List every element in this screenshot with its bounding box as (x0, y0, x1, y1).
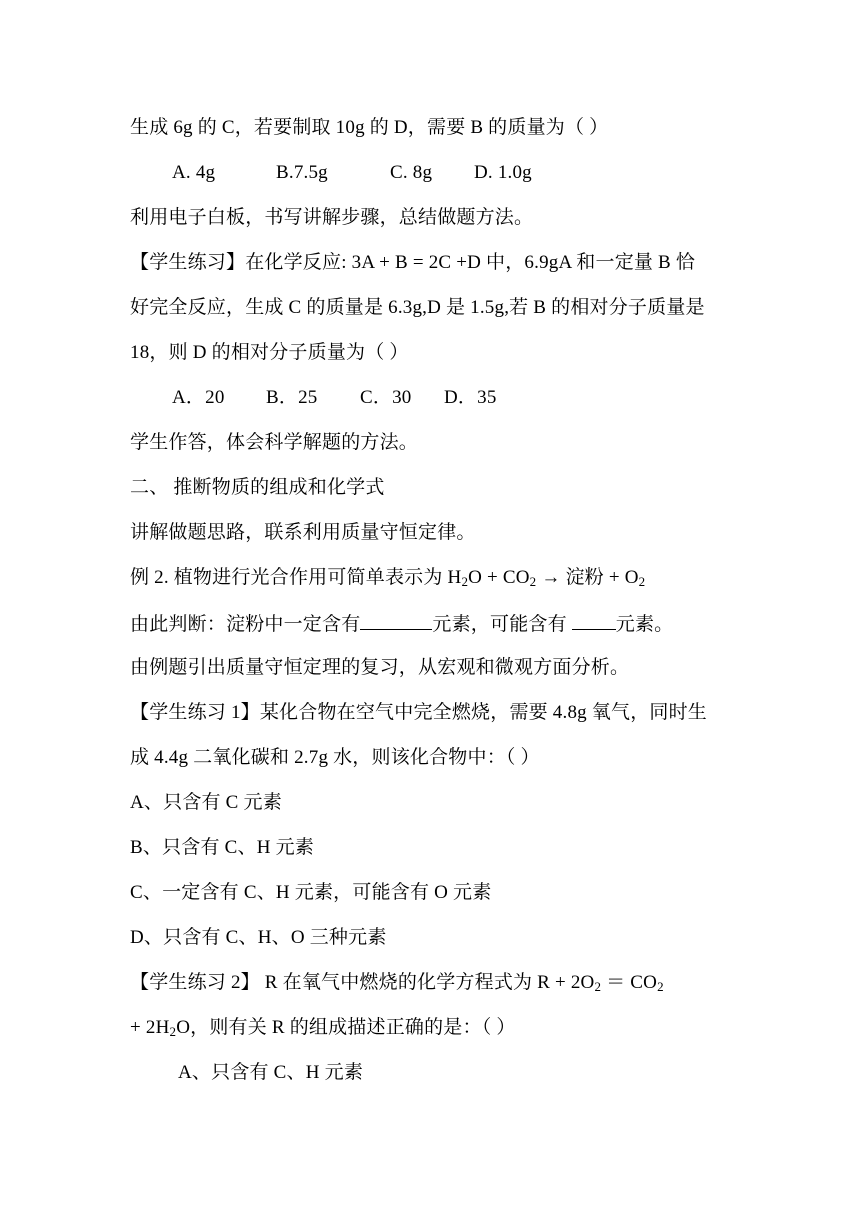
student-answer-note: 学生作答，体会科学解题的方法。 (130, 432, 419, 453)
practice-line-3: 18，则 D 的相对分子质量为（ ） (130, 342, 409, 363)
practice2-line-2: + $2H_2O$，则有关 R 的组成描述正确的是：（ ） (130, 1017, 516, 1039)
example2-line-2: 由此判断：淀粉中一定含有 元素，可能含有 元素。 (130, 611, 673, 637)
option-c: C．30 (360, 387, 412, 408)
answer-blank-1[interactable] (360, 611, 432, 630)
practice1-option-c: C、一定含有 C、H 元素，可能含有 O 元素 (130, 882, 492, 903)
practice-options (172, 386, 497, 410)
teaching-method-note: 利用电子白板，书写讲解步骤，总结做题方法。 (130, 207, 534, 228)
practice-line-1: 【学生练习】在化学反应: 3A + B = 2C +D 中，6.9gA 和一定量 B 恰 (130, 252, 696, 273)
option-a: A．20 (172, 387, 225, 408)
option-c: C. 8g (390, 162, 433, 183)
option-d: D．35 (444, 387, 497, 408)
section-heading: 二、 推断物质的组成和化学式 (130, 477, 385, 498)
practice1-line-1: 【学生练习 1】某化合物在空气中完全燃烧，需要 4.8g 氧气，同时生 (130, 702, 708, 723)
practice2-option-a: A、只含有 C、H 元素 (178, 1062, 364, 1083)
example1-options (172, 161, 532, 185)
example2-line-1: 例 2. 植物进行光合作用可简单表示为 $H_2O + CO_2$ → 淀粉 + $O_2$ (130, 567, 646, 589)
practice1-option-a: A、只含有 C 元素 (130, 792, 282, 813)
option-b: B.7.5g (276, 162, 328, 183)
practice1-option-d: D、只含有 C、H、O 三种元素 (130, 927, 387, 948)
section-intro: 讲解做题思路，联系利用质量守恒定律。 (130, 522, 476, 543)
option-b: B．25 (266, 387, 318, 408)
practice-line-2: 好完全反应，生成 C 的质量是 6.3g,D 是 1.5g,若 B 的相对分子质量是 (130, 297, 705, 318)
option-a: A. 4g (172, 162, 216, 183)
example1-question-tail: 生成 6g 的 C，若要制取 10g 的 D，需要 B 的质量为（ ） (130, 117, 609, 138)
answer-blank-2[interactable] (572, 611, 616, 630)
practice1-option-b: B、只含有 C、H 元素 (130, 837, 314, 858)
practice2-line-1: 【学生练习 2】 R 在氧气中燃烧的化学方程式为 $R + 2O_2 = CO_2$ (130, 972, 664, 994)
review-note: 由例题引出质量守恒定理的复习，从宏观和微观方面分析。 (130, 657, 630, 678)
option-d: D. 1.0g (474, 162, 532, 183)
practice1-line-2: 成 4.4g 二氧化碳和 2.7g 水，则该化合物中：（ ） (130, 747, 540, 768)
